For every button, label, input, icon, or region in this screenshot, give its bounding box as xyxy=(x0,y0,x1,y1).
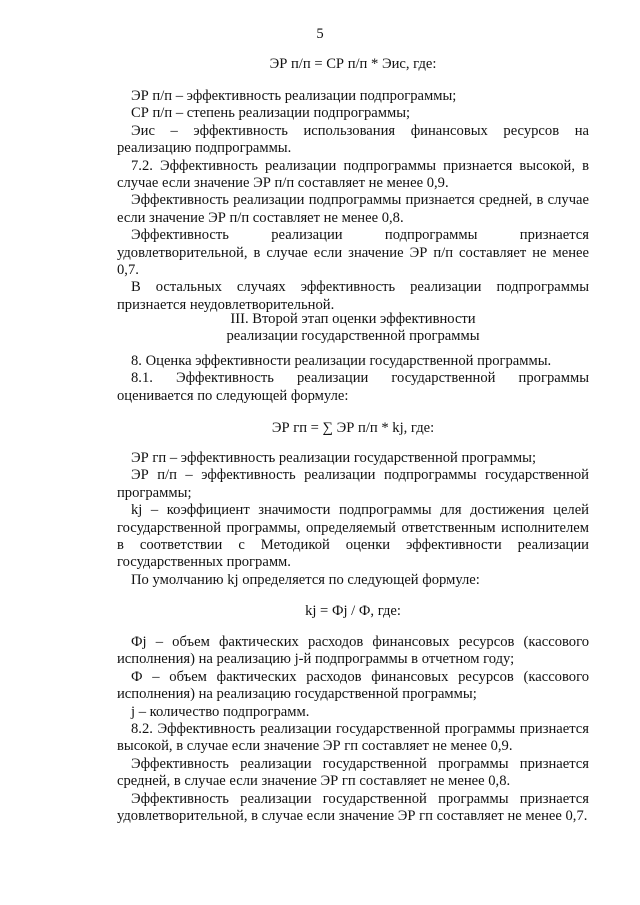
paragraph-7-2: 7.2. Эффективность реализации подпрограммы признается высокой, в случае если значение ЭР п/п составляет не менее 0,9. xyxy=(117,157,589,192)
formula-er-pp: ЭР п/п = СР п/п * Эис, где: xyxy=(269,56,437,72)
page-number: 5 xyxy=(316,26,324,42)
formula-er-gp: ЭР гп = ∑ ЭР п/п * kj, где: xyxy=(271,420,435,436)
definition-sr-pp: СР п/п – степень реализации подпрограммы; xyxy=(131,105,411,122)
definition-er-pp-2: ЭР п/п – эффективность реализации подпрограммы государственной программы; xyxy=(117,467,589,501)
definition-j: j – количество подпрограмм. xyxy=(131,703,310,720)
paragraph-8: 8. Оценка эффективности реализации государственной программы. xyxy=(131,353,552,369)
paragraph-gp-satisfactory: Эффективность реализации государственной программы признается удовлетворительной, в случае если значение ЭР гп составляет не менее 0,7. xyxy=(117,790,589,825)
paragraph-gp-medium: Эффективность реализации государственной программы признается средней, в случае если значение ЭР гп составляет не менее 0,8. xyxy=(117,755,589,790)
paragraph-8-1: 8.1. Эффективность реализации государственной программы оценивается по следующей формуле: xyxy=(117,370,589,404)
definition-kj: kj – коэффициент значимости подпрограммы для достижения целей государственной программы, определяемый ответственным исполнителем в соответствии с Методикой оценки эффективности реализации государственных программ. xyxy=(117,502,589,571)
paragraph-default-kj: По умолчанию kj определяется по следующей формуле: xyxy=(131,571,480,588)
definition-eis: Эис – эффективность использования финансовых ресурсов на реализацию подпрограммы. xyxy=(117,122,589,157)
section-heading-line-1: III. Второй этап оценки эффективности xyxy=(230,311,476,327)
definition-fj: Фj – объем фактических расходов финансовых ресурсов (кассового исполнения) на реализацию j-й подпрограммы в отчетном году; xyxy=(117,634,589,668)
formula-kj: kj = Фj / Ф, где: xyxy=(305,603,401,619)
section-heading-line-2: реализации государственной программы xyxy=(226,328,480,344)
paragraph-satisfactory: Эффективность реализации подпрограммы признается удовлетворительной, в случае если значение ЭР п/п составляет не менее 0,7. xyxy=(117,227,589,279)
paragraph-8-2: 8.2. Эффективность реализации государственной программы признается высокой, в случае если значение ЭР гп составляет не менее 0,9. xyxy=(117,721,589,755)
definition-er-pp: ЭР п/п – эффективность реализации подпрограммы; xyxy=(131,88,457,104)
paragraph-medium: Эффективность реализации подпрограммы признается средней, в случае если значение ЭР п/п составляет не менее 0,8. xyxy=(117,192,589,226)
definition-er-gp: ЭР гп – эффективность реализации государственной программы; xyxy=(131,450,536,466)
definition-f: Ф – объем фактических расходов финансовых ресурсов (кассового исполнения) на реализацию государственной программы; xyxy=(117,668,589,703)
paragraph-other-cases: В остальных случаях эффективность реализации подпрограммы признается неудовлетворительной. xyxy=(117,279,589,313)
